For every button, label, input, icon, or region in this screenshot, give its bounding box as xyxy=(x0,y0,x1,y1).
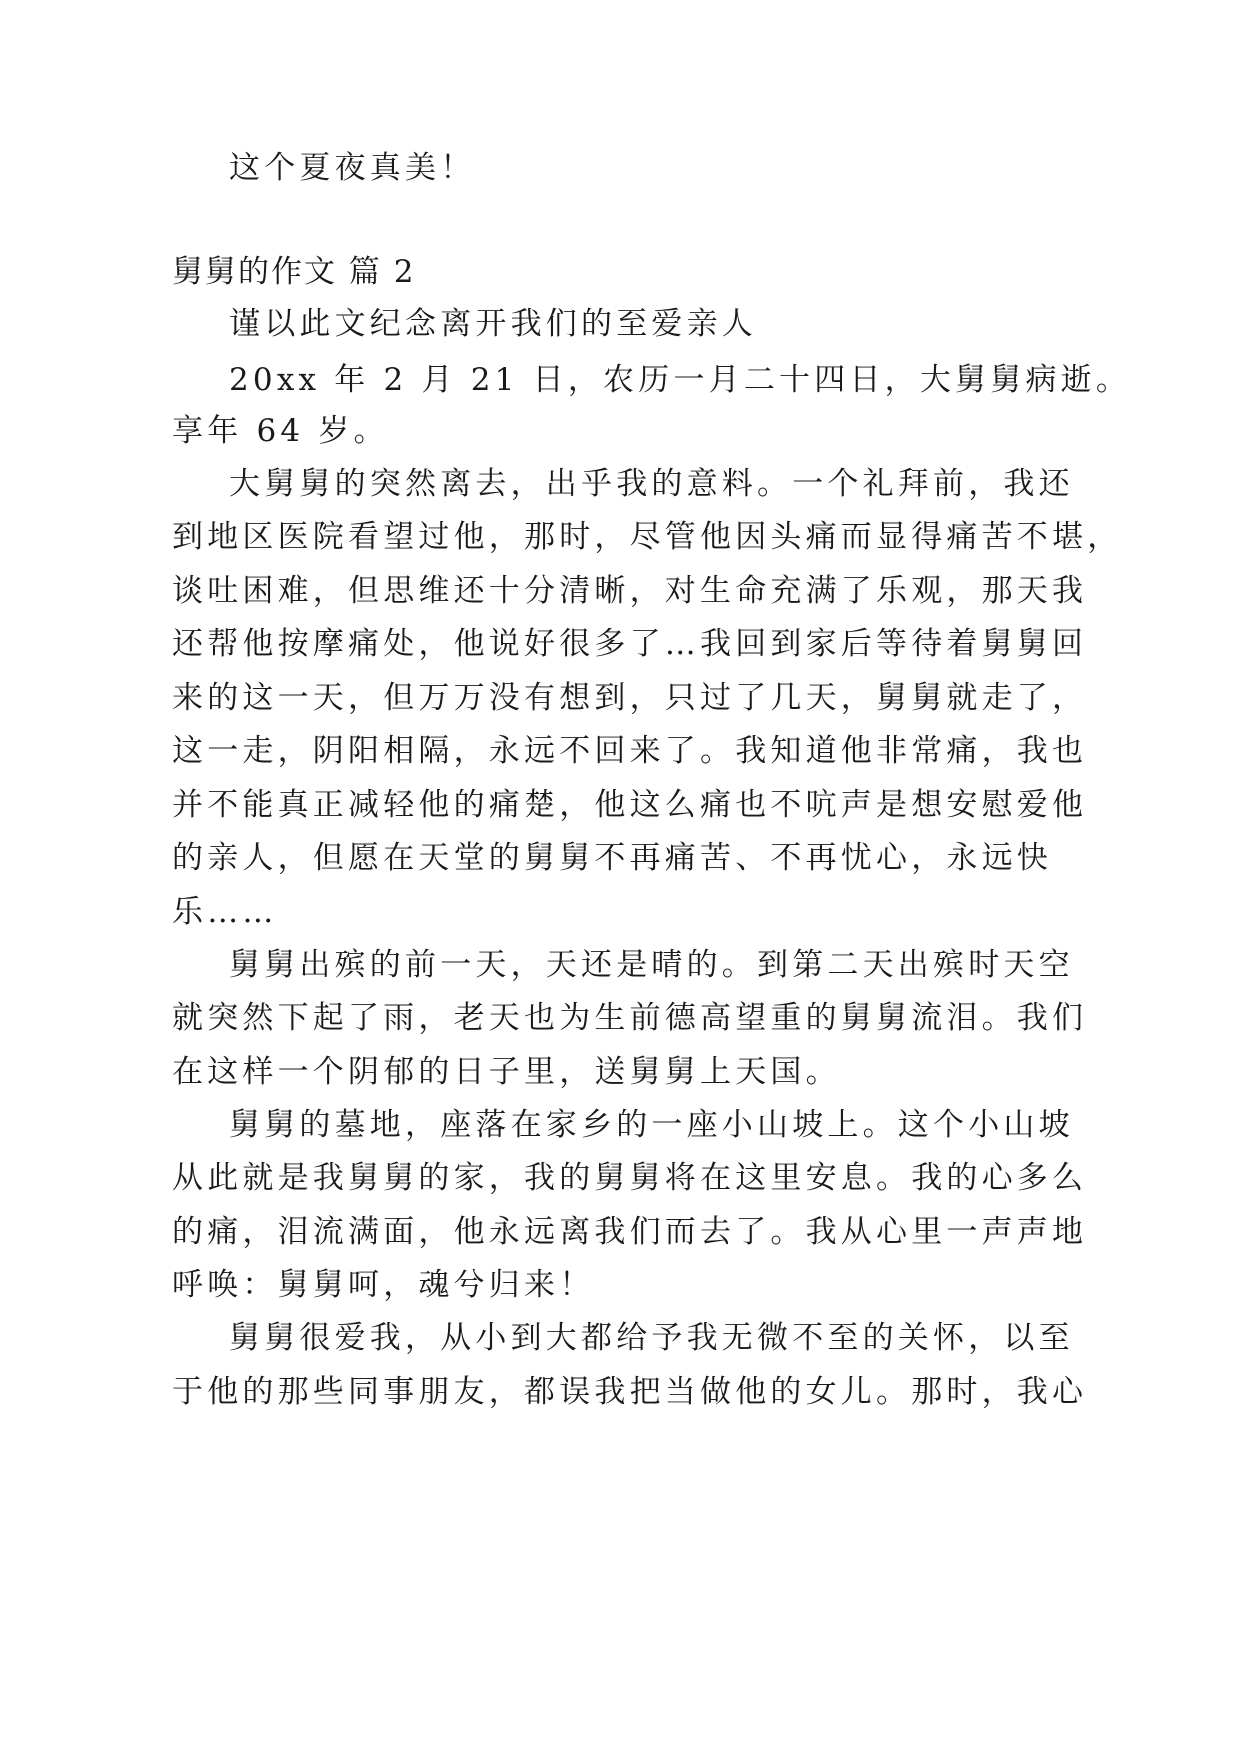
paragraph-line: 在这样一个阴郁的日子里，送舅舅上天国。 xyxy=(172,1054,841,1090)
paragraph-line: 20xx 年 2 月 21 日，农历一月二十四日，大舅舅病逝。 xyxy=(229,362,1132,398)
paragraph-line: 就突然下起了雨，老天也为生前德高望重的舅舅流泪。我们 xyxy=(172,1000,1088,1036)
paragraph-line: 呼唤：舅舅呵，魂兮归来！ xyxy=(172,1267,595,1303)
paragraph-line: 这一走，阴阳相隔，永远不回来了。我知道他非常痛，我也 xyxy=(172,733,1088,769)
paragraph-line: 舅舅出殡的前一天，天还是晴的。到第二天出殡时天空 xyxy=(229,947,1074,983)
paragraph-line: 于他的那些同事朋友，都误我把当做他的女儿。那时，我心 xyxy=(172,1374,1088,1410)
paragraph-line: 大舅舅的突然离去，出乎我的意料。一个礼拜前，我还 xyxy=(229,466,1074,502)
section-heading: 舅舅的作文 篇 2 xyxy=(172,254,416,290)
paragraph-line: 乐…… xyxy=(172,894,278,930)
paragraph-line: 来的这一天，但万万没有想到，只过了几天，舅舅就走了， xyxy=(172,680,1088,716)
paragraph-line: 到地区医院看望过他，那时，尽管他因头痛而显得痛苦不堪， xyxy=(172,519,1123,555)
closing-line: 这个夏夜真美！ xyxy=(229,150,476,186)
paragraph-line: 谨以此文纪念离开我们的至爱亲人 xyxy=(229,306,757,342)
paragraph-line: 享年 64 岁。 xyxy=(172,413,389,449)
paragraph-line: 还帮他按摩痛处，他说好很多了…我回到家后等待着舅舅回 xyxy=(172,626,1088,662)
paragraph-line: 舅舅很爱我，从小到大都给予我无微不至的关怀，以至 xyxy=(229,1320,1074,1356)
paragraph-line: 从此就是我舅舅的家，我的舅舅将在这里安息。我的心多么 xyxy=(172,1160,1088,1196)
paragraph-line: 舅舅的墓地，座落在家乡的一座小山坡上。这个小山坡 xyxy=(229,1107,1074,1143)
paragraph-line: 并不能真正减轻他的痛楚，他这么痛也不吭声是想安慰爱他 xyxy=(172,787,1088,823)
paragraph-line: 的亲人，但愿在天堂的舅舅不再痛苦、不再忧心，永远快 xyxy=(172,840,1052,876)
paragraph-line: 的痛，泪流满面，他永远离我们而去了。我从心里一声声地 xyxy=(172,1214,1088,1250)
paragraph-line: 谈吐困难，但思维还十分清晰，对生命充满了乐观，那天我 xyxy=(172,573,1088,609)
